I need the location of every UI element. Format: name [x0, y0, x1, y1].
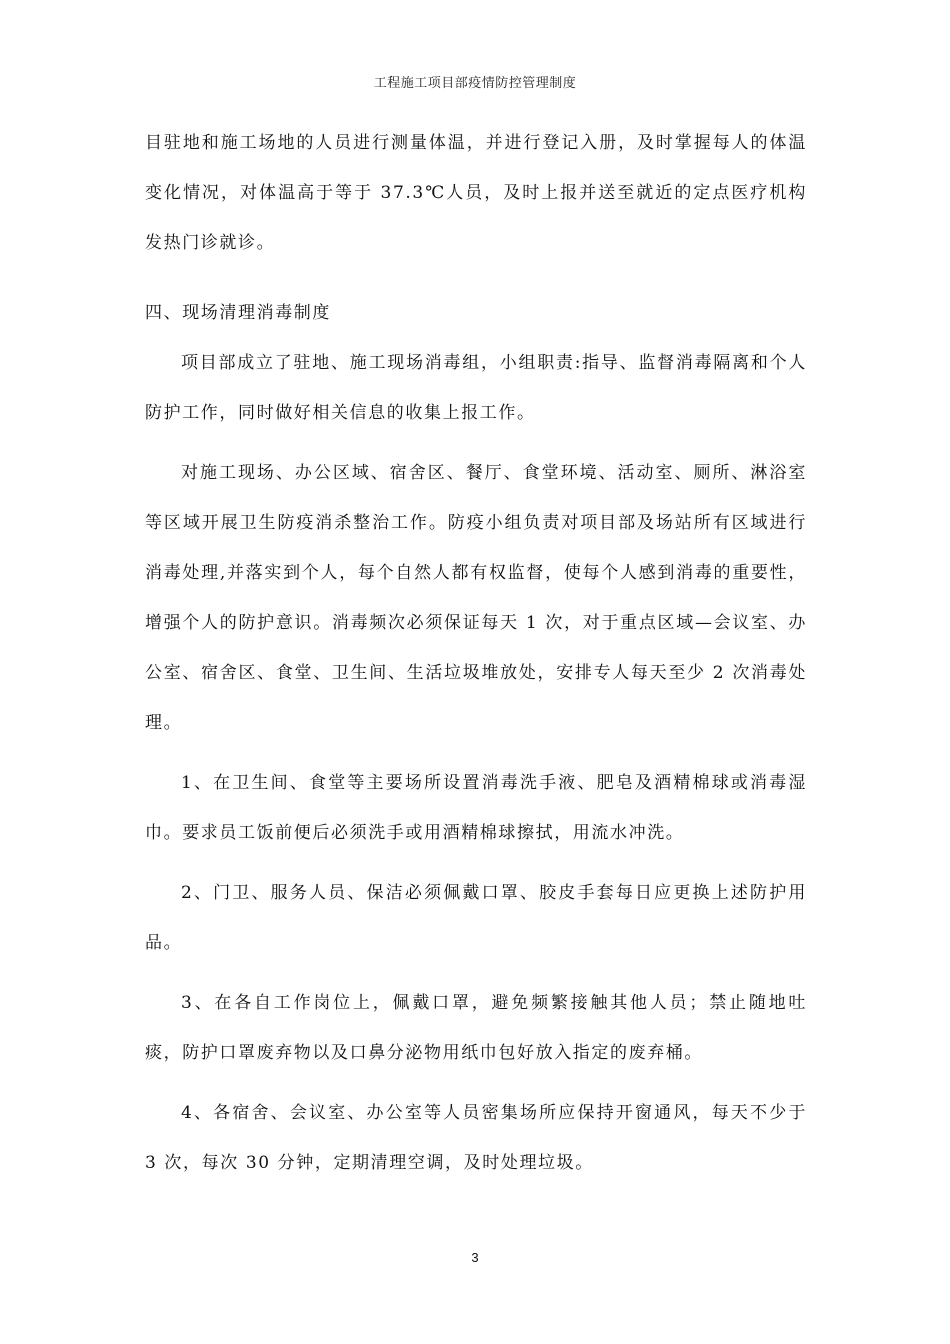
- paragraph-disinfection-areas: 对施工现场、办公区域、宿舍区、餐厅、食堂环境、活动室、厕所、淋浴室等区域开展卫生防疫消杀整治工作。防疫小组负责对项目部及场站所有区域进行消毒处理,并落实到个人，每个自然人都有权监督，使每个人感到消毒的重要性，增强个人的防护意识。消毒频次必须保证每天 1 次，对于重点区域—会议室、办公室、宿舍区、食堂、卫生间、生活垃圾堆放处，安排专人每天至少 2 次消毒处理。: [145, 463, 807, 733]
- list-item-1: 1、在卫生间、食堂等主要场所设置消毒洗手液、肥皂及酒精棉球或消毒湿巾。要求员工饭前便后必须洗手或用酒精棉球擦拭，用流水冲洗。: [145, 773, 807, 843]
- paragraph-temperature-check: 目驻地和施工场地的人员进行测量体温，并进行登记入册，及时掌握每人的体温变化情况，对体温高于等于 37.3℃人员，及时上报并送至就近的定点医疗机构发热门诊就诊。: [145, 133, 807, 253]
- page-number: 3: [471, 1250, 479, 1265]
- list-item-4: 4、各宿舍、会议室、办公室等人员密集场所应保持开窗通风，每天不少于 3 次，每次 30 分钟，定期清理空调，及时处理垃圾。: [145, 1103, 807, 1173]
- list-item-2: 2、门卫、服务人员、保洁必须佩戴口罩、胶皮手套每日应更换上述防护用品。: [145, 883, 807, 953]
- list-item-3: 3、在各自工作岗位上，佩戴口罩，避免频繁接触其他人员；禁止随地吐痰，防护口罩废弃物以及口鼻分泌物用纸巾包好放入指定的废弃桶。: [145, 993, 807, 1063]
- paragraph-disinfection-team: 项目部成立了驻地、施工现场消毒组，小组职责:指导、监督消毒隔离和个人防护工作，同时做好相关信息的收集上报工作。: [145, 353, 807, 423]
- page-header: 工程施工项目部疫情防控管理制度: [373, 76, 577, 91]
- document-body: [145, 118, 807, 1188]
- section-heading-disinfection: 四、现场清理消毒制度: [145, 303, 331, 323]
